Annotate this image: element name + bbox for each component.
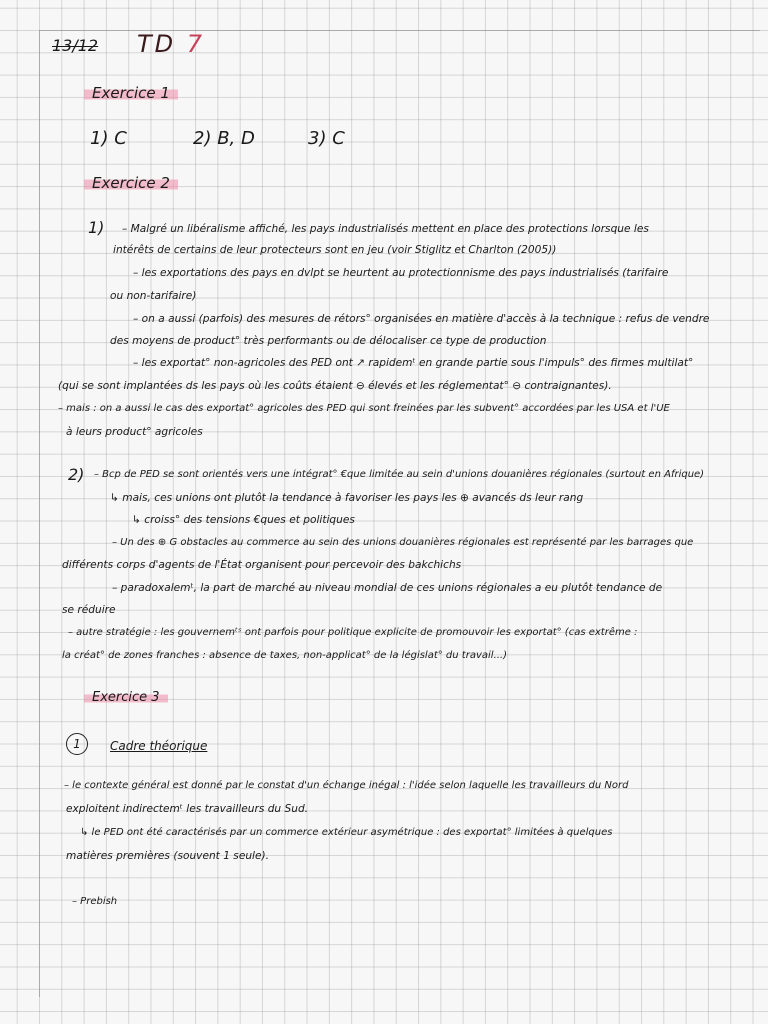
ex3-line-1: – le contexte général est donné par le constat d'un échange inégal : l'idée selon laquelle les travailleurs du Nord [64, 780, 629, 791]
section-number-circle: 1 [66, 733, 88, 755]
ex2-q2-line-3: ↳ croiss° des tensions €ques et politiques [132, 514, 355, 526]
ex2-line-1: – Malgré un libéralisme affiché, les pays industrialisés mettent en place des protections lorsque les [122, 223, 649, 235]
ex1-answer-2: 2) B, D [193, 128, 255, 149]
exercise-1-heading: Exercice 1 [84, 84, 178, 102]
exercise-2-heading: Exercice 2 [84, 174, 178, 192]
title-td: TD [137, 30, 177, 58]
ex2-q1-number: 1) [88, 218, 105, 237]
ex3-line-3: ↳ le PED ont été caractérisés par un commerce extérieur asymétrique : des exportat° limitées à quelques [80, 827, 613, 838]
title-number: 7 [186, 30, 206, 58]
ex2-line-7: – les exportat° non-agricoles des PED ont ↗ rapidemᵗ en grande partie sous l'impuls° des firmes multilat° [133, 357, 694, 369]
section-title: Cadre théorique [110, 739, 208, 753]
page-title [137, 30, 205, 58]
ex2-q2-number: 2) [68, 465, 85, 484]
ex2-line-8: (qui se sont implantées ds les pays où les coûts étaient ⊖ élevés et les réglementat° ⊖ contraignantes). [58, 380, 612, 392]
ex1-answer-3: 3) C [308, 128, 345, 149]
ex2-line-2: intérêts de certains de leur protecteurs sont en jeu (voir Stiglitz et Charlton (2005)) [113, 244, 557, 256]
ex3-line-2: exploitent indirectemᵗ les travailleurs du Sud. [66, 803, 309, 815]
ex2-line-4: ou non-tarifaire) [110, 290, 197, 302]
ex2-q2-line-2: ↳ mais, ces unions ont plutôt la tendance à favoriser les pays les ⊕ avancés ds leur rang [110, 492, 584, 504]
ex3-line-5: – Prebish [72, 896, 118, 907]
ex2-line-10: à leurs product° agricoles [66, 426, 203, 438]
ex2-line-3: – les exportations des pays en dvlpt se heurtent au protectionnisme des pays industrialisés (tarifaire [133, 267, 669, 279]
ex2-q2-line-5: différents corps d'agents de l'État organisent pour percevoir des bakchichs [62, 559, 462, 571]
ex3-line-4: matières premières (souvent 1 seule). [66, 850, 270, 862]
ex2-line-5: – on a aussi (parfois) des mesures de rétors° organisées en matière d'accès à la technique : refus de vendre [133, 313, 710, 325]
ex1-answer-1: 1) C [90, 128, 127, 149]
ex2-q2-line-1: – Bcp de PED se sont orientés vers une intégrat° €que limitée au sein d'unions douanières régionales (surtout en Afrique) [94, 469, 705, 480]
ex2-line-6: des moyens de product° très performants ou de délocaliser ce type de production [110, 335, 547, 347]
ex2-q2-line-9: la créat° de zones franches : absence de taxes, non-applicat° de la législat° du travail...) [62, 650, 507, 661]
ex2-q2-line-4: – Un des ⊕ G obstacles au commerce au sein des unions douanières régionales est représenté par les barrages que [112, 537, 694, 548]
exercise-3-heading: Exercice 3 [84, 690, 168, 705]
ex2-q2-line-6: – paradoxalemᵗ, la part de marché au niveau mondial de ces unions régionales a eu plutôt tendance de [112, 582, 663, 594]
date: 13/12 [52, 36, 99, 55]
ex2-q2-line-7: se réduire [62, 604, 116, 616]
ex2-line-9: – mais : on a aussi le cas des exportat° agricoles des PED qui sont freinées par les subvent° accordées par les USA et l'UE [58, 403, 670, 414]
ex2-q2-line-8: – autre stratégie : les gouvernemᵗˢ ont parfois pour politique explicite de promouvoir les exportat° (cas extrême : [68, 627, 638, 638]
